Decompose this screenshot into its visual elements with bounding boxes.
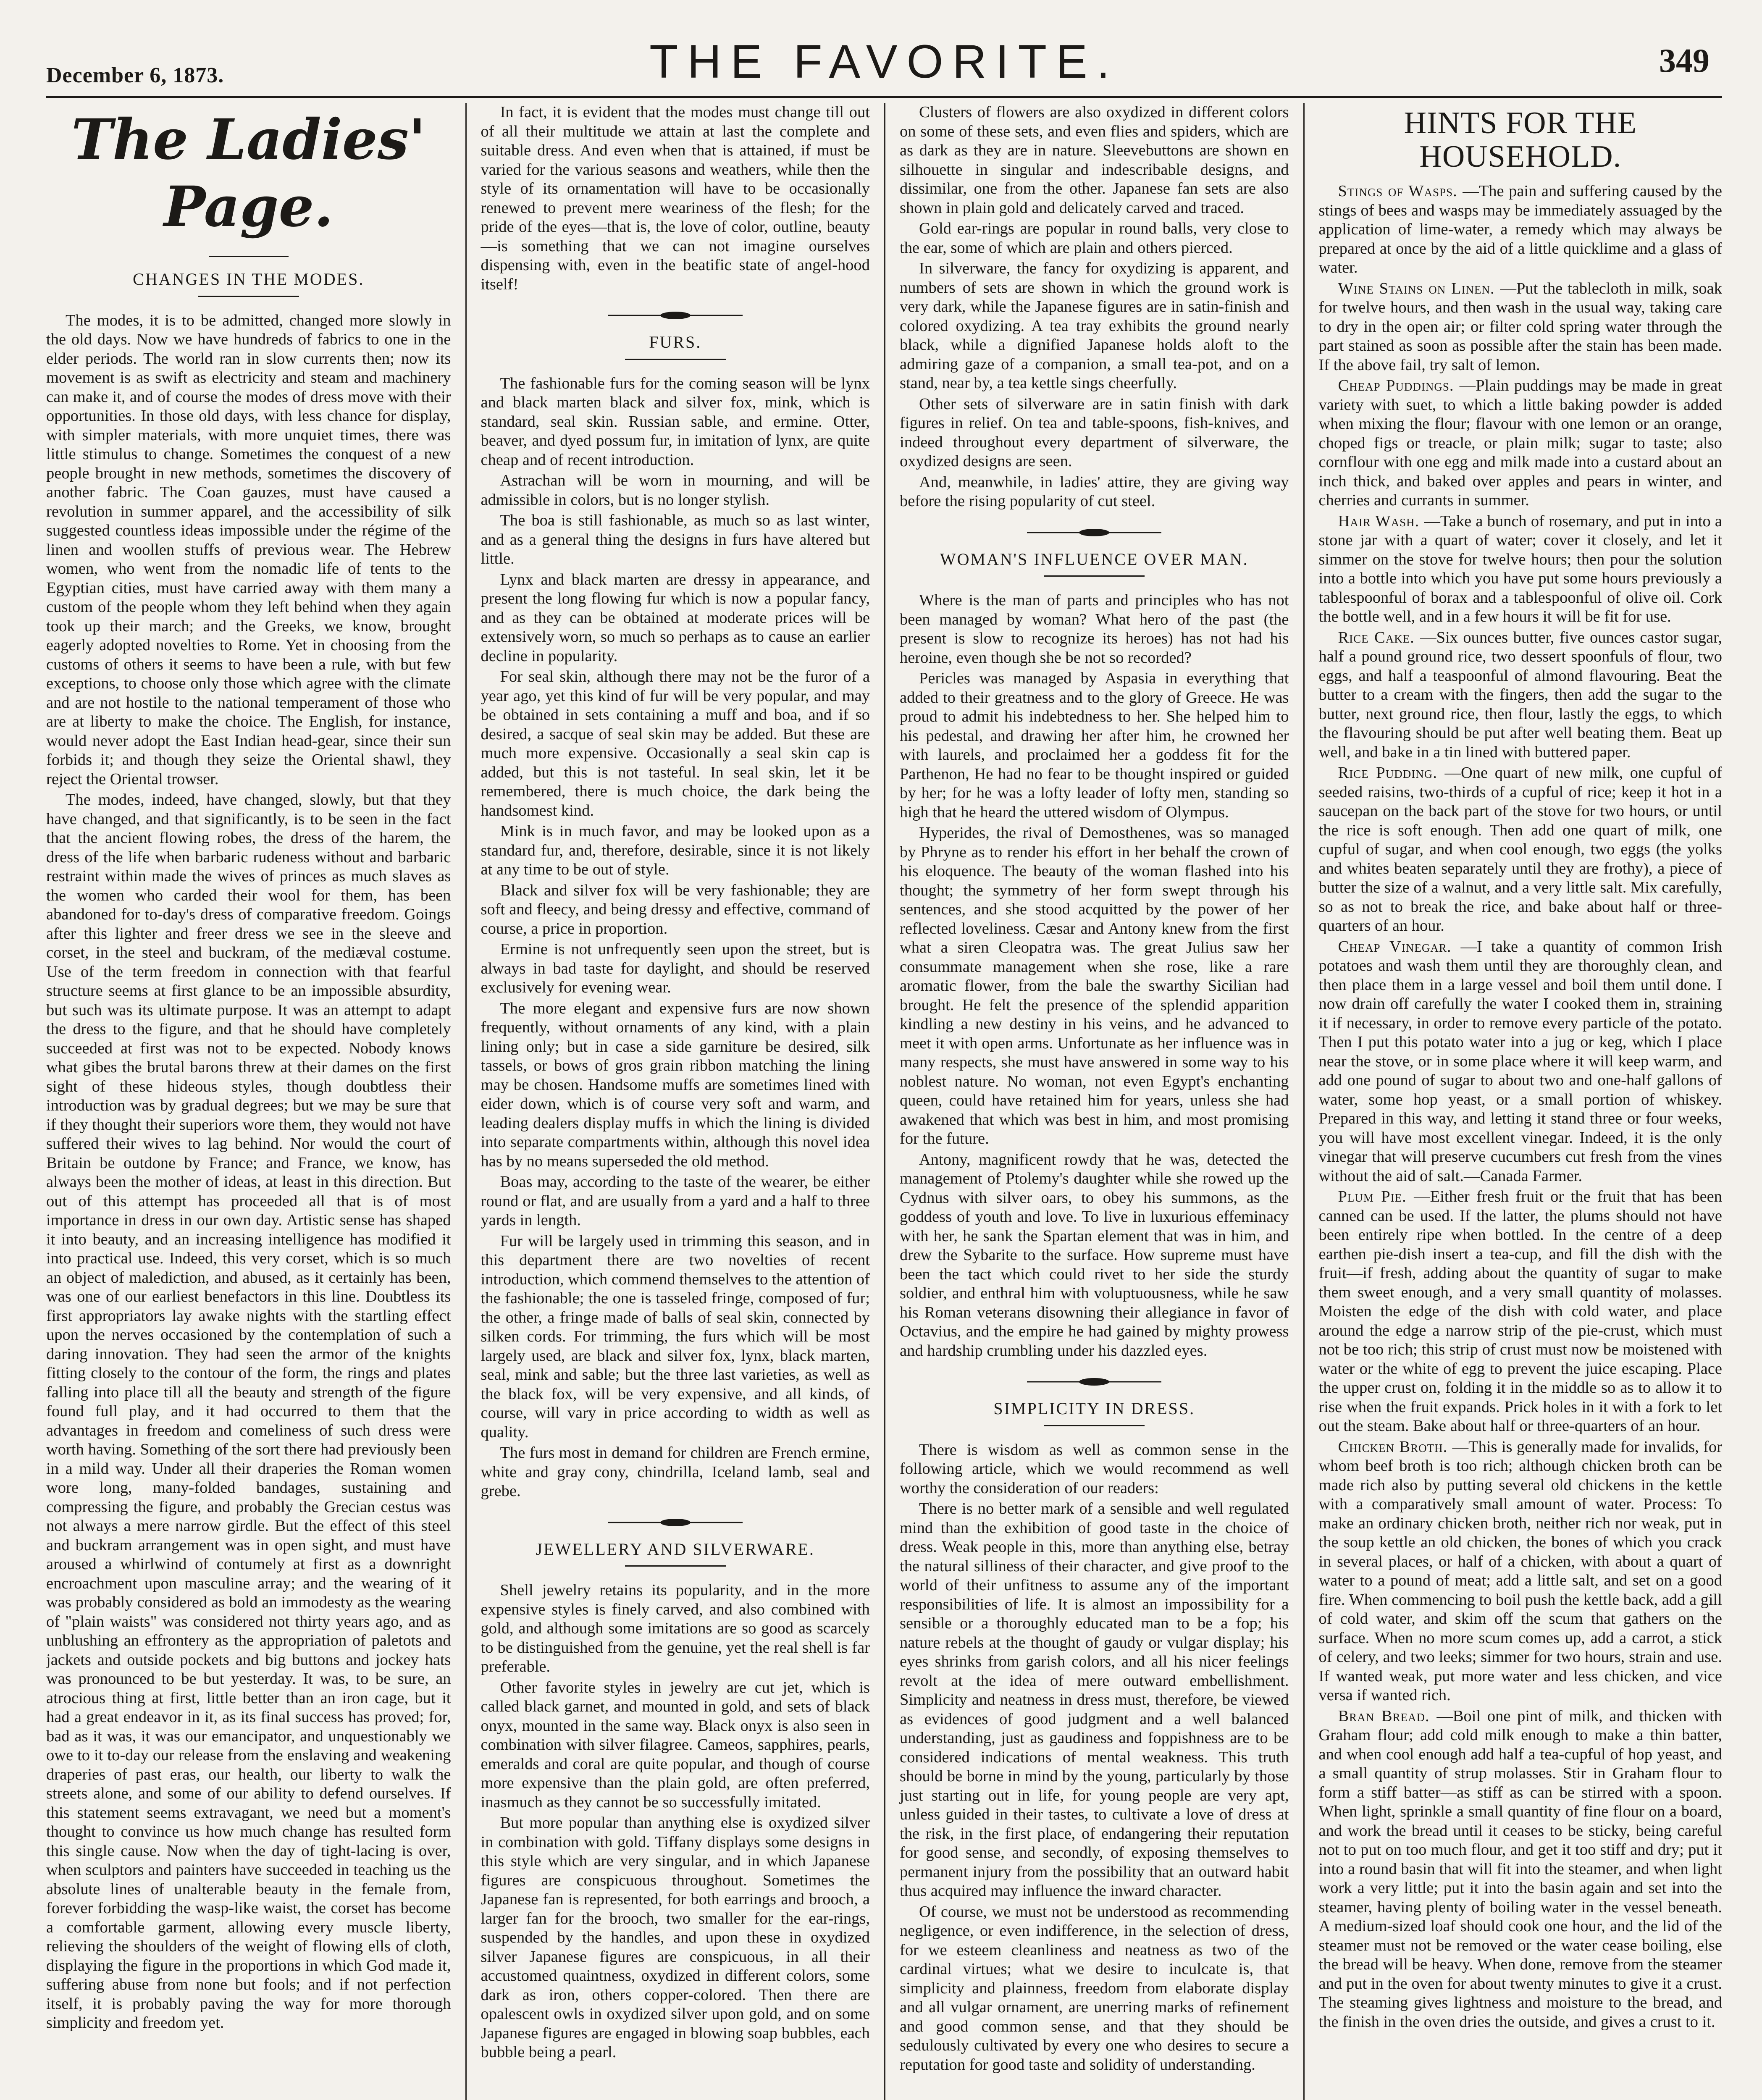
article-paragraph: Black and silver fox will be very fashionable; they are soft and fleecy, and being dressy and effective, command of course, a price in proportion.	[481, 881, 870, 937]
article-paragraph: Pericles was managed by Aspasia in everything that added to their greatness and to the glory of Greece. He was proud to admit his indebtedness to her. She helped him to his pedestal, and drawing her after him, he crowned her with laurels, and proclaimed her a goddess fit for the Parthenon, He had no fear to be thought inspired or guided by her; for he was a lofty leader of lofty men, standing so high that he heard the uttered wisdom of Olympus.	[900, 669, 1289, 821]
article-paragraph: Of course, we must not be understood as recommending negligence, or even indifference, in the selection of dress, for we esteem cleanliness and neatness as two of the cardinal virtues; what we desire to inculcate is, that simplicity and plainness, freedom from elaborate display and all vulgar ornament, are unerring marks of refinement and good common sense, and that they should be sedulously cultivated by every one who desires to secure a reputation for good taste and solidity of understanding.	[900, 1903, 1289, 2074]
hint-item	[1319, 1707, 1723, 2032]
hint-text: —Take a bunch of rosemary, and put in into a stone jar with a quart of water; cover it closely, and let it simmer on the stove for twelve hours; then pour the solution into a bottle into which you have put some hours previously a tablespoonful of borax and a tablespoonful of olive oil. Cork the bottle well, and in a few hours it will be fit for use.	[1318, 512, 1722, 625]
hint-text: —Put the tablecloth in milk, soak for twelve hours, and then wash in the usual way, taking care to dry in the open air; or filter cold spring water through the part stained as soon as possible after the stain has been made. If the above fail, try salt of lemon.	[1318, 279, 1722, 374]
article-paragraph: The modes, indeed, have changed, slowly, but that they have changed, and that significantly, is to be seen in the fact that the ancient flowing robes, the dress of the harem, the dress of the life when barbaric rudeness without and barbaric restraint within made the wives of princes as much slaves as the women who carded their wool for them, has been abandoned for to-day's dress of comparative freedom. Goings after this lighter and freer dress we see in the sleeve and corset, in the steel and buckram, of the mediæval costume. Use of the term freedom in connection with that fearful structure seems at first glance to be an impossible absurdity, but such was its ultimate purpose. It was an attempt to adapt the dress to the figure, and that he should have completely succeeded at first was not to be expected. Nobody knows what gibes the brutal barons threw at their dames on the first sight of these hideous styles, though doubtless their introduction was by gradual degrees; but we may be sure that if they thought their superiors wore them, they would not have suffered their wives to lag behind. Nor would the court of Britain be outdone by France; and France, we know, has always been the mother of ideas, at least in this direction. But out of this attempt has proceeded all that is of most importance in dress in our own day. Artistic sense has shaped it into beauty, and an increasing intelligence has modified it into practical use. Indeed, this very corset, which is so much an object of malediction, and abused, as it certainly has been, was one of our earliest benefactors in this line. Doubtless its first appropriators lay awake nights with the startling effect upon the nerves occasioned by the contemplation of such a daring innovation. They had seen the armor of the knights fitting closely to the contour of the form, the rings and plates falling into place till all the beauty and strength of the figure found full play, and it had occurred to them that the advantages in freedom and comeliness of such dress were worth having. Something of the sort there had previously been in a mild way. Under all their draperies the Roman women wore long, many-folded bandages, sustaining and compressing the figure, and probably the Grecian cestus was not always a mere narrow girdle. But the effect of this steel and buckram arrangement was in open sight, and must have aroused a whirlwind of contumely at first as a downright encroachment upon masculine array; and the wearing of it was probably considered as bold an immodesty as the wearing of "plain waists" was considered not thirty years ago, and as unblushing an effrontery as the appropriation of paletots and jackets and outside pockets and big buttons and jockey hats was pronounced to be but yesterday. It was, to be sure, an atrocious thing at first, little better than an iron cage, but it had a great endeavor in it, as its final success has proved; for, bad as it was, it was our emancipator, and unquestionably we owe to it to-day our release from the enslaving and weakening draperies of past eras, our health, our liberty to walk the streets alone, and some of our ability to defend ourselves. If this statement seems extravagant, we need but a moment's thought to convince us how much change has resulted form this single cause. Now when the day of tight-lacing is over, when sculptors and painters have succeeded in teaching us the absolute lines of unalterable beauty in the female from, forever forbidding the wasp-like waist, the corset has become a comfortable garment, allowing every muscle liberty, relieving the shoulders of the weight of flowing ells of cloth, displaying the figure in the proportions in which God made it, suffering abuse from none but fools; and if not perfection itself, it is probably paving the way for more thorough simplicity and freedom yet.	[46, 791, 451, 2032]
divider-rule	[625, 1565, 726, 1567]
column-3	[884, 103, 1303, 2100]
article-title-furs: FURS.	[649, 333, 702, 352]
hint-title: Bran Bread.	[1338, 1707, 1430, 1725]
article-paragraph: In silverware, the fancy for oxydizing is apparent, and numbers of sets are shown in which the ground work is very dark, while the Japanese figures are in satin-finish and colored oxydizing. A tea tray exhibits the ground nearly black, while a dignified Japanese holds aloft to the admiring gaze of a companion, a small tea-pot, and on a stand, near by, a tea kettle sings cheerfully.	[900, 260, 1289, 392]
issue-date: December 6, 1873.	[46, 63, 224, 87]
article-paragraph: And, meanwhile, in ladies' attire, they are giving way before the rising popularity of cut steel.	[900, 473, 1289, 510]
article-title-simplicity: SIMPLICITY IN DRESS.	[993, 1399, 1195, 1418]
divider-rule	[625, 359, 726, 360]
article-title-influence: WOMAN'S INFLUENCE OVER MAN.	[940, 549, 1249, 569]
hint-title: Chicken Broth.	[1338, 1438, 1448, 1456]
article-paragraph: Astrachan will be worn in mourning, and will be admissible in colors, but is no longer stylish.	[481, 472, 870, 509]
divider-rule	[1044, 1425, 1145, 1426]
hint-title: Rice Pudding.	[1338, 764, 1437, 782]
ornament-divider	[900, 1377, 1289, 1386]
column-1	[46, 103, 465, 2100]
hint-title: Cheap Vinegar.	[1338, 937, 1452, 956]
article-title-modes: CHANGES IN THE MODES.	[133, 270, 365, 289]
article-paragraph: Clusters of flowers are also oxydized in different colors on some of these sets, and even flies and spiders, which are as dark as they are in nature. Sleevebuttons are shown en silhouette in singular and indescribable designs, and dissimilar, one from the other. Japanese fan sets are also shown in plain gold and delicately carved and traced.	[900, 103, 1289, 217]
divider-rule	[1044, 575, 1145, 577]
article-paragraph: Fur will be largely used in trimming this season, and in this department there are two novelties of recent introduction, which commend themselves to the attention of the fashionable; the one is tasseled fringe, composed of fur; the other, a fringe made of balls of seal skin, connected by silken cords. For trimming, the furs which will be most largely used, are black and silver fox, lynx, black marten, seal, mink and sable; but the three last varieties, as well as the black fox, will be very expensive, and all kinds, of course, will vary in price according to width as well as quality.	[481, 1232, 870, 1441]
article-paragraph: But more popular than anything else is oxydized silver in combination with gold. Tiffany displays some designs in this style which are very singular, and in which Japanese figures are conspicuous throughout. Sometimes the Japanese fan is represented, for both earrings and brooch, a larger fan for the brooch, two smaller for the ear-rings, suspended by the handles, and upon these in oxydized silver Japanese figures are conspicuous, in all their accustomed quaintness, oxydized in different colors, some dark as iron, others copper-colored. Then there are opalescent owls in oxydized silver upon gold, and on some Japanese figures are engaged in blowing soap bubbles, each bubble being a pearl.	[481, 1814, 870, 2061]
hint-text: —Plain puddings may be made in great variety with suet, to which a little baking powder is added when mixing the flour; flavour with one lemon or an orange, choped figs or treacle, or plain milk; sugar to taste; also cornflour with one egg and milk made into a custard about an inch thick, and baked over apples and pears in winter, and cherries and currants in summer.	[1318, 377, 1722, 509]
article-paragraph: Antony, magnificent rowdy that he was, detected the management of Ptolemy's daughter while she rowed up the Cydnus with silver oars, to obey his summons, as the goddess of youth and love. To live in luxurious effeminacy with her, he sank the Spartan element that was in him, and drew the Sybarite to the surface. How supreme must have been the tact which could rivet to her side the sturdy soldier, and enthral him with voluptuousness, while he saw his Roman veterans disowning their allegiance in favor of Octavius, and the empire he had gained by mighty prowess and hardship crumbling under his dazzled eyes.	[900, 1150, 1289, 1360]
hint-title: Cheap Puddings.	[1338, 377, 1454, 394]
article-paragraph: The modes, it is to be admitted, changed more slowly in the old days. Now we have hundreds of fabrics to one in the elder periods. The world ran in slow currents then; now its movement is as swift as electricity and steam and machinery can make it, and of course the modes of dress move with their opportunities. In those old days, with less chance for display, with simpler materials, with more unquiet times, there was little stimulus to change. Sometimes the conquest of a new people brought in new methods, sometimes the discovery of another fabric. The Coan gauzes, must have caused a revolution in summer apparel, and the accessibility of silk suggested countless ideas impossible under the régime of the linen and woollen stuffs of previous wear. The Hebrew women, who went from the nomadic life of tents to the Egyptian cities, must have carried away with them many a custom of the people whom they left behind when they again took up their march; and the Greeks, we know, brought eagerly adopted novelties to Rome. Yet in choosing from the customs of others it seems to have been a rule, with but few exceptions, to choose only those which agree with the climate and are not hostile to the national temperament of those who are at liberty to make the choice. The English, for instance, would never adopt the East Indian head-gear, since their sun forbids it; and though they seize the Oriental shawl, they reject the Oriental trowser.	[46, 311, 451, 788]
running-head	[46, 25, 1722, 99]
hint-item	[1319, 279, 1723, 375]
hint-item	[1319, 512, 1723, 627]
column-2	[465, 103, 885, 2100]
hint-text: —Boil one pint of milk, and thicken with Graham flour; add cold milk enough to make a thin batter, and when cool enough add half a tea-cupful of hop yeast, and a small quantity of strup molasses. Stir in Graham flour to form a stiff batter—as stiff as can be stirred with a spoon. When light, sprinkle a small quantity of fine flour on a board, and work the bread until it ceases to be sticky, being careful not to put on too much flour, and get it too stiff and dry; put it into a round basin that will fit into the steamer, and when light work a very little; put it into the basin again and set into the steamer, having plenty of boiling water in the vessel beneath. A medium-sized loaf should cook one hour, and the lid of the steamer must not be removed or the water cease boiling, else the bread will be heavy. When done, remove from the steamer and put in the oven for about twenty minutes to give it a crust. The steaming gives lightness and moisture to the bread, and the finish in the oven dries the outside, and gives a crust to it.	[1318, 1707, 1722, 2031]
ornament-divider	[900, 528, 1289, 537]
article-paragraph: Ermine is not unfrequently seen upon the street, but is always in bad taste for daylight, and should be reserved exclusively for evening wear.	[481, 940, 870, 996]
newspaper-page	[46, 25, 1722, 2100]
header-rule	[46, 96, 1722, 98]
hints-title: HINTS FOR THE HOUSEHOLD.	[1404, 106, 1637, 174]
divider-rule	[198, 296, 299, 297]
article-paragraph: There is no better mark of a sensible and well regulated mind than the exhibition of good taste in the choice of dress. Weak people in this, more than anything else, betray the natural silliness of their character, and give proof to the world of their unfitness to assume any of the important responsibilities of life. It is almost an impossibility for a sensible or a thoroughly educated man to be a fop; his nature rebels at the thought of gaudy or vulgar display; his eyes shrinks from garish colors, and all his nicer feelings revolt at the idea of mere outward embellishment. Simplicity and neatness in dress must, therefore, be viewed as evidences of good judgment and a well balanced understanding, just as gaudiness and foppishness are to be considered indications of mental weakness. This truth should be borne in mind by the young, particularly by those just starting out in life, for young people are very apt, unless guided in their tastes, to cultivate a love of dress at the risk, in the first place, of endangering their reputation for good sense, and secondly, of exposing themselves to permanent injury from the possibility that an outward habit thus acquired may influence the inward character.	[900, 1500, 1289, 1900]
article-paragraph: The fashionable furs for the coming season will be lynx and black marten black and silver fox, mink, which is standard, seal skin. Russian sable, and ermine. Otter, beaver, and dyed possum fur, in imitation of lynx, are quite cheap and of recent introduction.	[481, 374, 870, 469]
hint-title: Rice Cake.	[1338, 628, 1415, 646]
hint-item	[1319, 376, 1723, 510]
hint-text: —Six ounces butter, five ounces castor sugar, half a pound ground rice, two dessert spoonfuls of flour, two eggs, and half a teaspoonful of almond flavouring. Beat the butter to a cream with the fingers, then add the sugar to the butter, next ground rice, then flour, lastly the eggs, to which the flavouring should be put after well beating them. Beat up well, and bake in a tin lined with buttered paper.	[1318, 628, 1722, 761]
hint-text: —I take a quantity of common Irish potatoes and wash them until they are thoroughly clean, and then place them in a large vessel and boil them until done. I now drain off carefully the water I cooked them in, straining it if necessary, in order to remove every particle of the potato. Then I put this potato water into a jug or keg, which I place near the stove, or in some place where it will keep warm, and add one pound of sugar to about two and one-half gallons of water, some hop yeast, or a small portion of whiskey. Prepared in this way, and letting it stand three or four weeks, you will have most excellent vinegar. Indeed, it is the only vinegar that will preserve cucumbers cut fresh from the vines without the aid of salt.—Canada Farmer.	[1318, 937, 1722, 1185]
hint-item	[1319, 764, 1723, 936]
hint-item	[1319, 937, 1723, 1186]
hint-title: Stings of Wasps.	[1338, 182, 1457, 200]
article-paragraph: The furs most in demand for children are French ermine, white and gray cony, chindrilla, Iceland lamb, seal and grebe.	[481, 1444, 870, 1500]
article-paragraph: For seal skin, although there may not be the furor of a year ago, yet this kind of fur will be very popular, and may be obtained in sets containing a muff and boa, and if so desired, a sacque of seal skin may be added. But these are much more expensive. Occasionally a seal skin cap is added, but this is not tasteful. In seal skin, let it be remembered, there is much choice, the dark being the handsomest kind.	[481, 668, 870, 819]
hint-text: —Either fresh fruit or the fruit that has been canned can be used. If the latter, the plums should not have been entirely ripe when bottled. In the centre of a deep earthen pie-dish insert a tea-cup, and fill the dish with the fruit—if fresh, adding about the quantity of sugar to make them sweet enough, and a very small quantity of molasses. Moisten the edge of the dish with cold water, and place around the edge a narrow strip of the pie-crust, which must not be too rich; this strip of crust must now be moistened with water or the white of egg to prevent the juice escaping. Place the upper crust on, folding it in the middle so as to allow it to rise when the fruit expands. Prick holes in it with a fork to let out the steam. Bake about half or three-quarters of an hour.	[1318, 1188, 1722, 1435]
article-paragraph: Shell jewelry retains its popularity, and in the more expensive styles is finely carved, and also combined with gold, and although some imitations are so good as scarcely to be distinguished from the genuine, yet the real shell is far preferable.	[481, 1581, 870, 1675]
section-masthead: The Ladies' Page.	[71, 107, 426, 239]
article-paragraph: Boas may, according to the taste of the wearer, be either round or flat, and are usually from a yard and a half to three yards in length.	[481, 1173, 870, 1229]
hint-title: Wine Stains on Linen.	[1338, 279, 1495, 297]
paper-name: THE FAVORITE.	[649, 35, 1119, 88]
hint-item	[1319, 628, 1723, 762]
article-title-jewellery: JEWELLERY AND SILVERWARE.	[536, 1539, 815, 1559]
article-paragraph: Where is the man of parts and principles who has not been managed by woman? What hero of the past (the present is slow to recognize its heroes) has not had his heroine, even though she be not so recorded?	[900, 591, 1289, 667]
article-paragraph: Mink is in much favor, and may be looked upon as a standard fur, and, therefore, desirable, since it is not likely at any time to be out of style.	[481, 822, 870, 878]
hint-title: Plum Pie.	[1338, 1188, 1407, 1205]
article-paragraph: In fact, it is evident that the modes must change till out of all their multitude we attain at last the complete and suitable dress. And even when that is attained, if must be varied for the various seasons and weathers, while then the style of its ornamentation will have to be occasionally renewed to prevent mere weariness of the flesh; for the pride of the eyes—that is, the love of color, outline, beauty—is something that we can not imagine ourselves dispensing with, even in the beatific state of angel-hood itself!	[481, 103, 870, 293]
article-paragraph: The boa is still fashionable, as much so as last winter, and as a general thing the designs in furs have altered but little.	[481, 512, 870, 567]
article-paragraph: Hyperides, the rival of Demosthenes, was so managed by Phryne as to render his effort in her behalf the crown of his eloquence. The beauty of the woman flashed into his thought; the symmetry of her form swept through his sentences, and she stood acquitted by the power of her reflected loveliness. Cæsar and Antony knew from the first what a siren Cleopatra was. The great Julius saw her consummate management when she rose, like a rare aromatic flower, from the bale the swarthy Sicilian had brought. He felt the presence of the splendid apparition kindling a new destiny in his veins, and he advanced to meet it with open arms. Unfortunate as her influence was in many respects, she must have answered in some way to his noblest nature. No woman, not even Egypt's enchanting queen, could have retained him for years, unless she had awakened that which was best in him, and most promising for the future.	[900, 824, 1289, 1147]
hint-item	[1319, 1438, 1723, 1705]
divider-rule	[209, 256, 289, 257]
columns	[46, 103, 1722, 2100]
ornament-divider	[481, 1518, 870, 1527]
article-paragraph: Other favorite styles in jewelry are cut jet, which is called black garnet, and mounted in gold, and sets of black onyx, mounted in the same way. Black onyx is also seen in combination with silver filagree. Cameos, sapphires, pearls, emeralds and coral are quite popular, and though of course more expensive than the plain gold, are often preferred, inasmuch as they cannot be so successfully imitated.	[481, 1678, 870, 1811]
article-paragraph: The more elegant and expensive furs are now shown frequently, without ornaments of any kind, with a plain lining only; but in case a side garniture be desired, silk tassels, or bows of gros grain ribbon matching the lining may be chosen. Handsome muffs are sometimes lined with eider down, which is of course very soft and warm, and leading dealers display muffs in which the lining is divided into separate compartments within, although this novel idea has by no means superseded the old method.	[481, 999, 870, 1170]
column-4	[1303, 103, 1723, 2100]
hint-item	[1319, 1187, 1723, 1436]
article-paragraph: Other sets of silverware are in satin finish with dark figures in relief. On tea and table-spoons, fish-knives, and indeed throughout every department of silverware, the oxydized designs are seen.	[900, 395, 1289, 470]
hint-item	[1319, 182, 1723, 278]
hint-text: —This is generally made for invalids, for whom beef broth is too rich; although chicken broth can be made rich also by putting several old chickens in the kettle with a comparatively small amount of water. Process: To make an ordinary chicken broth, neither rich nor weak, put in the soup kettle an old chicken, the bones of which you crack in several places, or half of a chicken, with about a quart of water to a pound of meat; add a little salt, and set on a good fire. When commencing to boil push the kettle back, add a gill of cold water, and skim off the scum that gathers on the surface. When no more scum comes up, add a carrot, a stick of celery, and two leeks; simmer for two hours, strain and use. If wanted weak, put more water and less chicken, and vice versa if wanted rich.	[1318, 1438, 1722, 1704]
page-number: 349	[1659, 42, 1709, 79]
ornament-divider	[481, 311, 870, 320]
article-paragraph: Gold ear-rings are popular in round balls, very close to the ear, some of which are plain and others pierced.	[900, 220, 1289, 257]
article-paragraph: There is wisdom as well as common sense in the following article, which we would recommend as well worthy the consideration of our readers:	[900, 1441, 1289, 1497]
article-paragraph: Lynx and black marten are dressy in appearance, and present the long flowing fur which is now a popular fancy, and as they can be obtained at moderate prices will be extensively worn, so much so perhaps as to cause an earlier decline in popularity.	[481, 570, 870, 665]
hint-text: —One quart of new milk, one cupful of seeded raisins, two-thirds of a cupful of rice; keep it hot in a saucepan on the back part of the stove for two hours, or until the rice is soft enough. Then add one quart of milk, one cupful of sugar, and when cool enough, two eggs (the yolks and whites beaten separately until they are frothy), a piece of butter the size of a walnut, and a very little salt. Mix carefully, so as not to break the rice, and bake about half or three-quarters of an hour.	[1318, 764, 1722, 934]
hint-text: —The pain and suffering caused by the stings of bees and wasps may be immediately assuaged by the application of lime-water, a remedy which may always be prepared at once by the aid of a little quicklime and a glass of water.	[1318, 182, 1722, 276]
hint-title: Hair Wash.	[1338, 512, 1420, 530]
